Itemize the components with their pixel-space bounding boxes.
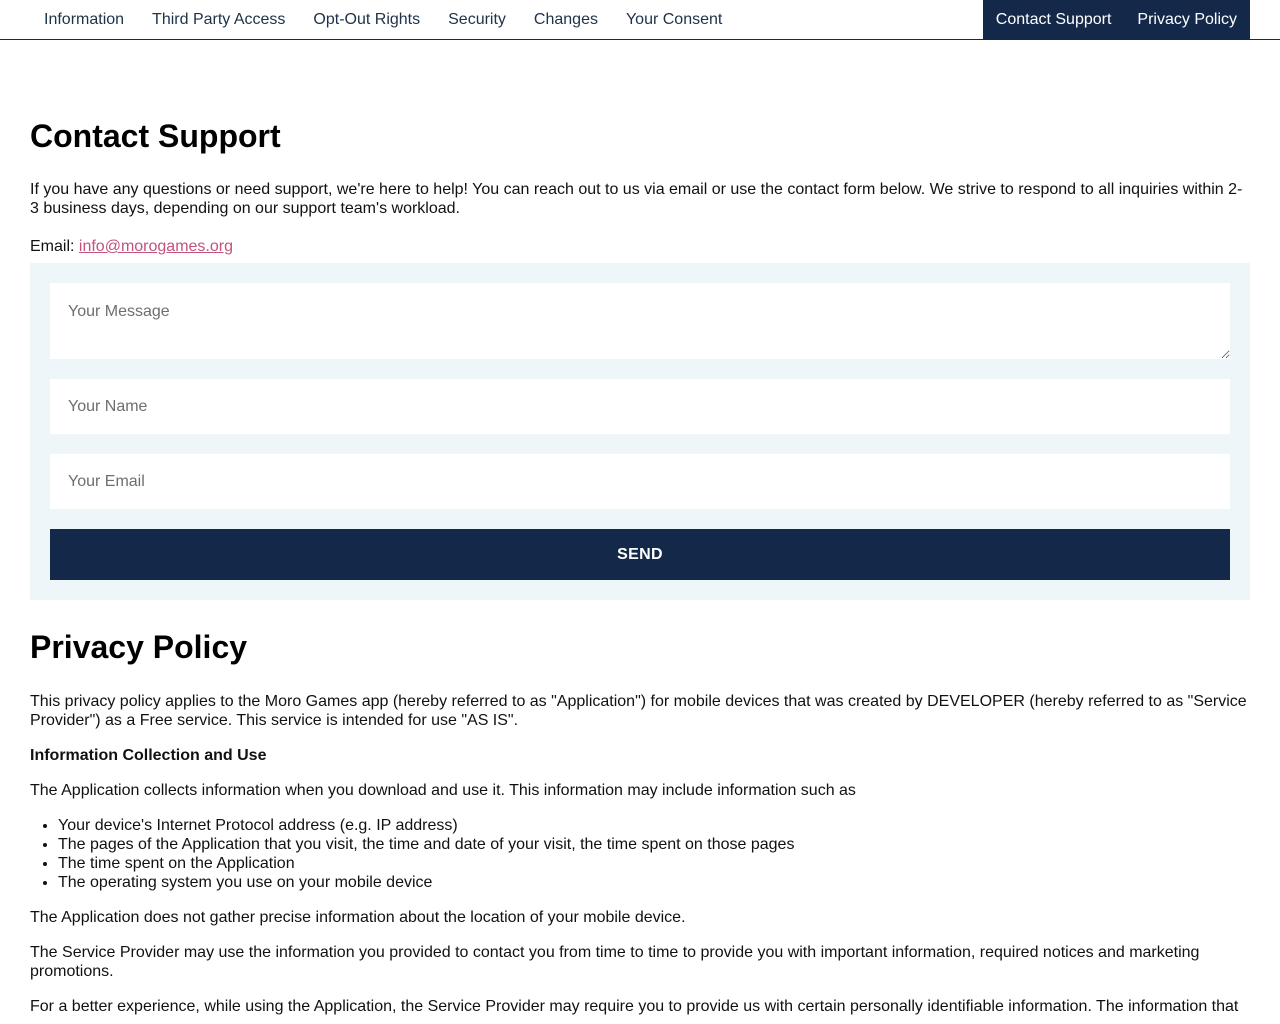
collected-info-list [30,816,1250,892]
nav-link-privacy-policy[interactable]: Privacy Policy [1137,11,1237,28]
nav-primary [30,0,736,39]
privacy-intro-text: This privacy policy applies to the Moro Games app (hereby referred to as "Application") for mobile devices that was created by DEVELOPER (hereby referred to as "Service Provider") as a Free service. This service is intended for use "AS IS". [30,693,1247,729]
message-textarea[interactable] [50,283,1230,359]
contact-form [30,263,1250,600]
nav-link-third-party-access[interactable]: Third Party Access [152,11,286,28]
contact-intro-text: If you have any questions or need support, we're here to help! You can reach out to us via email or use the contact form below. We strive to respond to all inquiries within 2-3 business days, depending on our support team's workload. [30,181,1243,217]
name-input[interactable] [50,379,1230,434]
email-link[interactable]: info@morogames.org [78,238,233,255]
collection-text: The Application collects information when you download and use it. This information may include information such as [30,782,856,799]
location-text: The Application does not gather precise information about the location of your mobile device. [30,909,686,926]
nav-link-changes[interactable]: Changes [533,11,598,28]
nav-link-information[interactable]: Information [44,11,125,28]
nav-link-contact-support[interactable]: Contact Support [995,11,1112,28]
top-navigation [0,0,1280,40]
contact-use-text: The Service Provider may use the information you provided to contact you from time to time to provide you with important information, required notices and marketing promotions. [30,944,1200,980]
nav-link-security[interactable]: Security [448,11,506,28]
list-item: • The pages of the Application that you visit, the time and date of your visit, the time spent on those pages [58,835,1250,854]
nav-secondary [983,0,1250,39]
nav-link-opt-out-rights[interactable]: Opt-Out Rights [313,11,421,28]
list-item: • The time spent on the Application [58,854,1250,873]
privacy-policy-section [30,628,1250,1016]
nav-link-your-consent[interactable]: Your Consent [625,11,723,28]
better-experience-text: For a better experience, while using the Application, the Service Provider may require you to provide us with certain personally identifiable information. The information that [30,998,1239,1015]
email-label: Email: [30,238,75,255]
email-line [30,237,1250,256]
send-button[interactable]: SEND [50,529,1230,580]
info-collection-heading: Information Collection and Use [30,747,267,764]
main-content [30,40,1250,1016]
email-input[interactable] [50,454,1230,509]
list-item: • Your device's Internet Protocol address (e.g. IP address) [58,816,1250,835]
contact-support-section [30,117,1250,600]
contact-support-title: Contact Support [30,118,281,154]
privacy-policy-title: Privacy Policy [30,629,248,665]
list-item: • The operating system you use on your mobile device [58,873,1250,892]
